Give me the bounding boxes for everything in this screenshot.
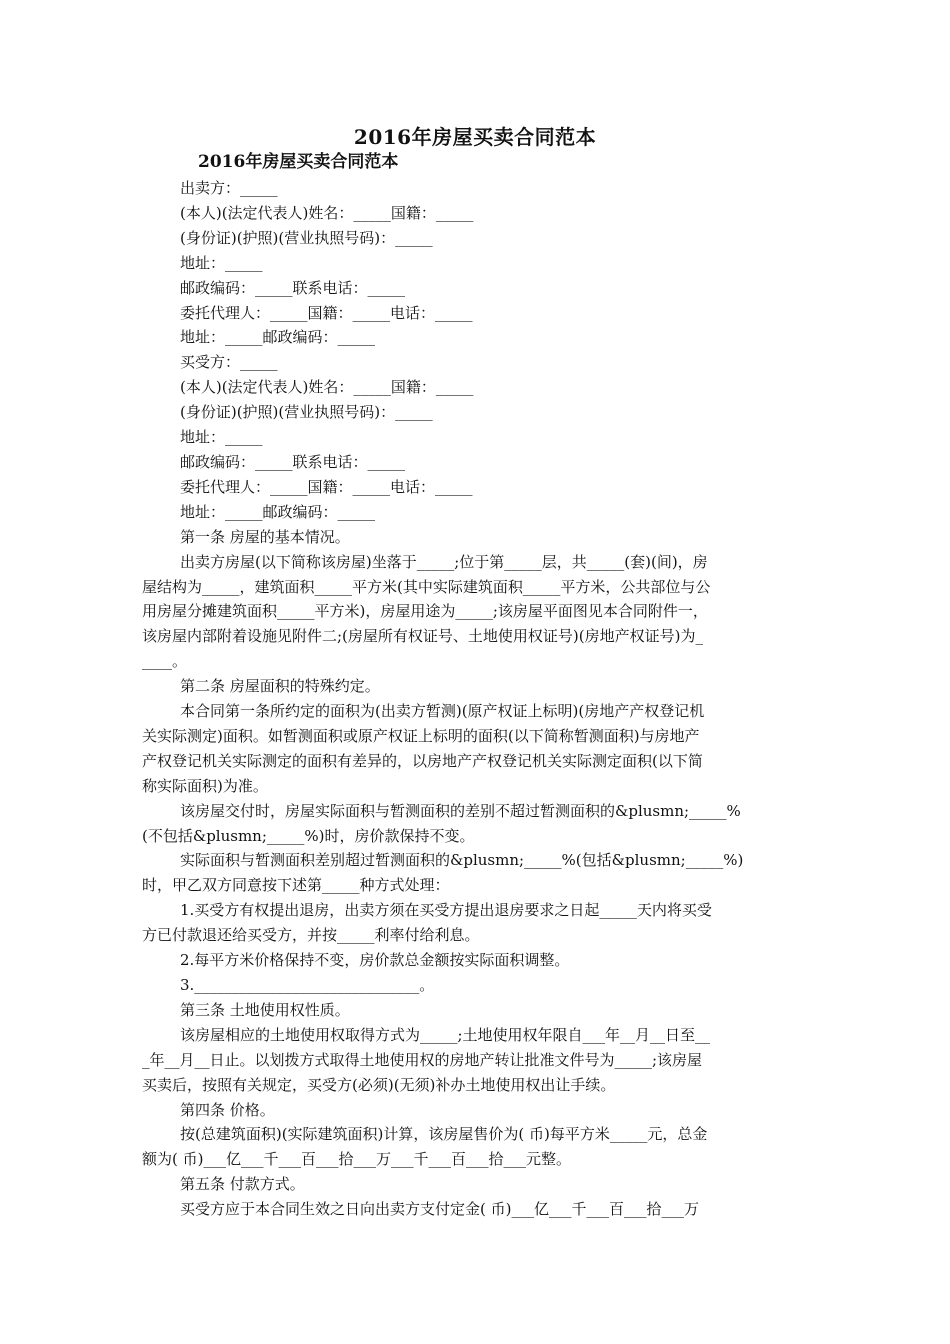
contract-body	[142, 176, 812, 1222]
article-3-text-line: 该房屋相应的土地使用权取得方式为_____;土地使用权年限自___年__月__日至__	[180, 1025, 711, 1044]
seller-address: 地址：_____	[180, 253, 263, 272]
article-1-heading: 第一条 房屋的基本情况。	[180, 527, 350, 546]
article-4-text-line: 按(总建筑面积)(实际建筑面积)计算，该房屋售价为( 币)每平方米_____元，总金	[180, 1125, 708, 1144]
article-2-text-line: 产权登记机关实际测定的面积有差异的，以房地产产权登记机关实际测定面积(以下简	[142, 751, 703, 770]
article-1-text-line: 屋结构为_____，建筑面积_____平方米(其中实际建筑面积_____平方米，公共部位与公	[142, 577, 711, 596]
buyer-address: 地址：_____	[180, 428, 263, 447]
article-3-text-line: 买卖后，按照有关规定，买受方(必须)(无须)补办土地使用权出让手续。	[142, 1075, 616, 1094]
article-3-heading: 第三条 土地使用权性质。	[180, 1000, 350, 1019]
article-1-text-line: 该房屋内部附着设施见附件二;(房屋所有权证号、土地使用权证号)(房地产权证号)为_	[142, 627, 703, 646]
article-1-text-line: ____。	[142, 652, 188, 671]
seller-agent-address: 地址：_____邮政编码：_____	[180, 328, 376, 347]
seller-name: (本人)(法定代表人)姓名：_____国籍：_____	[180, 203, 474, 222]
article-1-text-line: 用房屋分摊建筑面积_____平方米)，房屋用途为_____;该房屋平面图见本合同附件一，	[142, 602, 708, 621]
buyer-agent: 委托代理人：_____国籍：_____电话：_____	[180, 477, 473, 496]
article-2-heading: 第二条 房屋面积的特殊约定。	[180, 677, 380, 696]
buyer-agent-address: 地址：_____邮政编码：_____	[180, 502, 376, 521]
buyer-name: (本人)(法定代表人)姓名：_____国籍：_____	[180, 378, 474, 397]
article-2-option-3: 3.______________________________。	[180, 976, 435, 994]
seller-id: (身份证)(护照)(营业执照号码)：_____	[180, 228, 433, 247]
article-1-text-line: 出卖方房屋(以下简称该房屋)坐落于_____;位于第_____层，共_____(套)(间)，房	[180, 552, 708, 571]
article-4-text-line: 额为( 币)___亿___千___百___拾___万___千___百___拾___元整。	[142, 1150, 571, 1169]
article-4-heading: 第四条 价格。	[180, 1100, 275, 1119]
buyer-id: (身份证)(护照)(营业执照号码)：_____	[180, 403, 433, 422]
article-2-option-1: 方已付款退还给买受方，并按_____利率付给利息。	[142, 926, 480, 945]
article-2-text-line: 关实际测定)面积。如暂测面积或原产权证上标明的面积(以下简称暂测面积)与房地产	[142, 726, 700, 745]
article-2-text-line: 本合同第一条所约定的面积为(出卖方暂测)(原产权证上标明)(房地产产权登记机	[180, 702, 705, 721]
article-3-text-line: _年__月__日止。以划拨方式取得土地使用权的房地产转让批准文件号为_____;该房屋	[142, 1050, 703, 1069]
seller-label: 出卖方：_____	[180, 179, 278, 197]
seller-postal-phone: 邮政编码：_____联系电话：_____	[180, 278, 406, 297]
article-2-text-line: (不包括&plusmn;_____%)时，房价款保持不变。	[142, 826, 475, 845]
buyer-label: 买受方：_____	[180, 353, 278, 372]
article-2-text-line: 称实际面积)为准。	[142, 776, 268, 795]
article-2-option-1: 1.买受方有权提出退房，出卖方须在买受方提出退房要求之日起_____天内将买受	[180, 901, 712, 920]
buyer-postal-phone: 邮政编码：_____联系电话：_____	[180, 452, 406, 471]
article-2-text-line: 该房屋交付时，房屋实际面积与暂测面积的差别不超过暂测面积的&plusmn;_____%	[180, 801, 741, 820]
seller-agent: 委托代理人：_____国籍：_____电话：_____	[180, 303, 473, 322]
article-5-text-line: 买受方应于本合同生效之日向出卖方支付定金( 币)___亿___千___百___拾___万	[180, 1200, 699, 1219]
article-2-option-2: 2.每平方米价格保持不变，房价款总金额按实际面积调整。	[180, 951, 570, 970]
article-2-text-line: 实际面积与暂测面积差别超过暂测面积的&plusmn;_____%(包括&plusmn;_____%)	[180, 851, 744, 870]
document-subtitle: 2016年房屋买卖合同范本	[198, 152, 399, 172]
article-5-heading: 第五条 付款方式。	[180, 1175, 305, 1194]
article-2-text-line: 时，甲乙双方同意按下述第_____种方式处理：	[142, 876, 450, 895]
document-title: 2016年房屋买卖合同范本	[353, 125, 597, 149]
